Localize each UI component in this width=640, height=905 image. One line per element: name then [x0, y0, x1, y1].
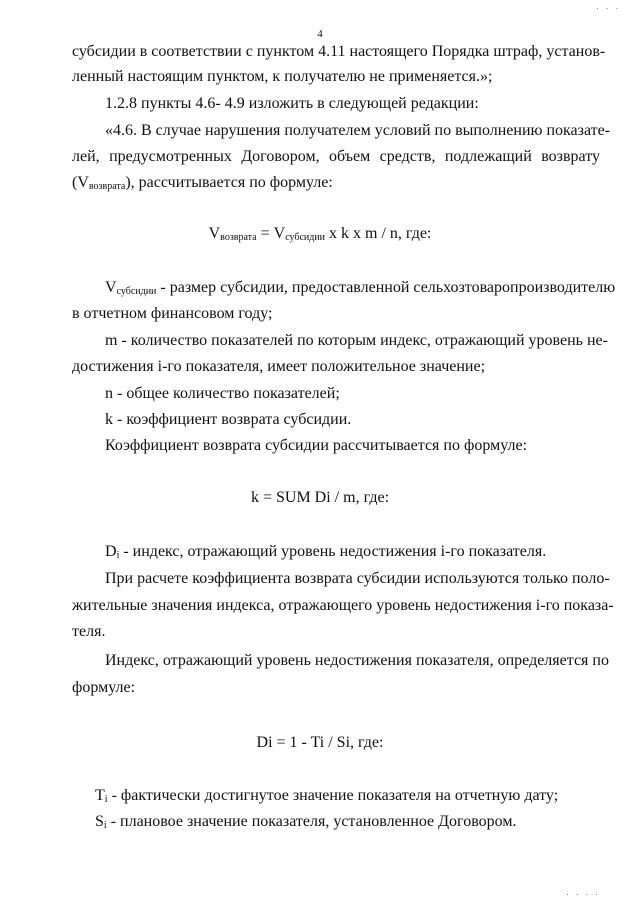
- formula-return-volume: $V_{возврата} = V_{субсидии}$ x k x m / n, где:: [208, 225, 432, 243]
- paragraph-line: Индекс, отражающий уровень недостижения показателя, определяется по: [105, 652, 609, 669]
- definition-v-subsidy: $V_{субсидии}$ - размер субсидии, предоставленной сельхозтоваропроизводителю: [105, 279, 616, 297]
- definition-n: n - общее количество показателей;: [105, 385, 340, 402]
- clause-4-6-line: «4.6. В случае нарушения получателем условий по выполнению показате-: [105, 122, 611, 139]
- paragraph-line: $(V_{возврата})$, рассчитывается по формуле:: [72, 174, 333, 192]
- definition-k: k - коэффициент возврата субсидии.: [105, 411, 352, 428]
- paragraph-line: При расчете коэффициента возврата субсидии используются только поло-: [105, 570, 610, 587]
- paragraph-line: в отчетном финансовом году;: [72, 305, 273, 322]
- paragraph-line: достижения i-го показателя, имеет положительное значение;: [72, 358, 486, 375]
- corner-mark-bottom: . . . .: [566, 888, 601, 898]
- paragraph-line: теля.: [72, 623, 106, 640]
- definition-s: $S_i$ - плановое значение показателя, установленное Договором.: [95, 813, 517, 831]
- paragraph-line: ленный настоящим пунктом, к получателю не применяется.»;: [72, 68, 493, 85]
- definition-d: $D_i$ - индекс, отражающий уровень недостижения i-го показателя.: [105, 543, 547, 561]
- formula-index: Di = 1 - Ti / Si, где:: [256, 734, 384, 751]
- paragraph-line: формуле:: [72, 679, 136, 696]
- paragraph-line: жительные значения индекса, отражающего уровень недостижения i-го показа-: [72, 597, 614, 614]
- formula-coefficient: k = SUM Di / m, где:: [250, 489, 390, 506]
- amendment-item: 1.2.8 пункты 4.6- 4.9 изложить в следующей редакции:: [105, 95, 479, 112]
- definition-m: m - количество показателей по которым индекс, отражающий уровень не-: [105, 332, 608, 349]
- paragraph-line: лей, предусмотренных Договором, объем средств, подлежащий возврату: [72, 148, 600, 165]
- paragraph-line: Коэффициент возврата субсидии рассчитывается по формуле:: [105, 437, 528, 454]
- corner-mark-top: . . .: [596, 2, 621, 12]
- paragraph-line: субсидии в соответствии с пунктом 4.11 настоящего Порядка штраф, установ-: [72, 43, 606, 60]
- page-number: 4: [317, 28, 323, 40]
- definition-t: $T_i$ - фактически достигнутое значение показателя на отчетную дату;: [95, 787, 559, 805]
